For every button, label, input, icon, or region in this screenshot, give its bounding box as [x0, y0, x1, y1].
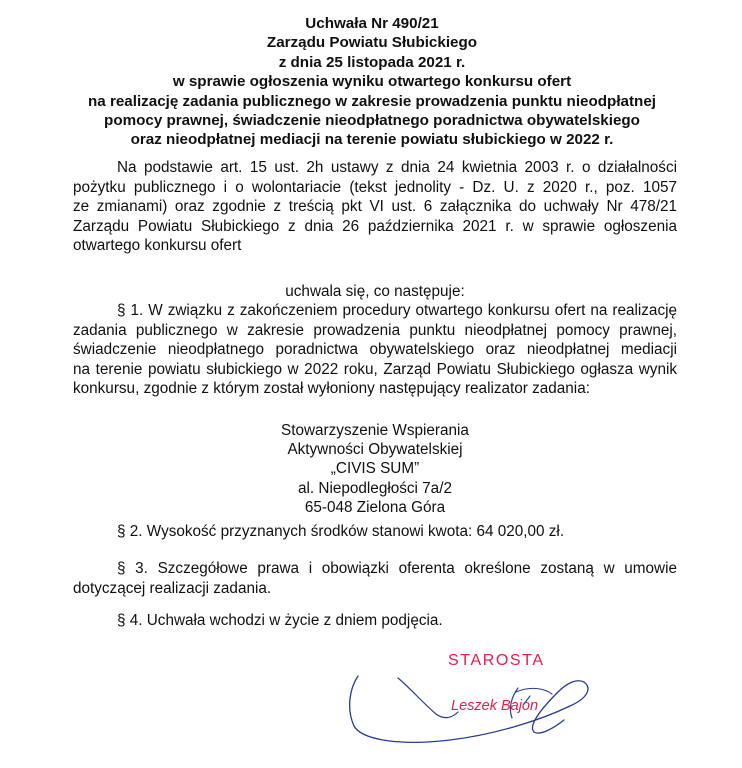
issuing-body: Zarządu Powiatu Słubickiego: [266, 34, 478, 52]
resolution-subject-line: oraz nieodpłatnej mediacji na terenie powiatu słubickiego w 2022 r.: [130, 131, 614, 149]
resolution-number: Uchwała Nr 490/21: [305, 15, 439, 32]
text-line: konkursu, zgodnie z którym został wyłoniony następujący realizator zadania:: [73, 380, 590, 398]
handwritten-signature: [340, 648, 600, 753]
text-line: Na podstawie art. 15 ust. 2h ustawy z dnia 24 kwietnia 2003 r. o działalności: [117, 159, 677, 176]
text-line: Zarządu Powiatu Słubickiego z dnia 26 października 2021 r. w sprawie ogłoszenia: [73, 217, 677, 235]
contractor-short-name: „CIVIS SUM”: [330, 460, 420, 478]
stamp-title: STAROSTA: [448, 652, 545, 669]
contractor-name: Stowarzyszenie Wspierania: [281, 422, 469, 439]
resolution-header: [40, 14, 704, 150]
resolution-subject-line: pomocy prawnej, świadczenie nieodpłatnego poradnictwa obywatelskiego: [104, 112, 640, 130]
contractor-street: al. Niepodległości 7a/2: [298, 479, 452, 497]
section-3: [73, 559, 677, 598]
resolution-subject-line: w sprawie ogłoszenia wyniku otwartego konkursu ofert: [172, 73, 572, 91]
text-line: zadania publicznego w zakresie prowadzenia punktu nieodpłatnej pomocy prawnej,: [73, 321, 677, 339]
resolution-subject-line: na realizację zadania publicznego w zakresie prowadzenia punktu nieodpłatnej: [88, 92, 656, 110]
text-line: § 2. Wysokość przyznanych środków stanowi kwota: 64 020,00 zł.: [117, 523, 565, 540]
text-line: otwartego konkursu ofert: [73, 237, 242, 255]
text-line: § 1. W związku z zakończeniem procedury otwartego konkursu ofert na realizację: [117, 302, 677, 319]
text-line: na terenie powiatu słubickiego w 2022 roku, Zarząd Powiatu Słubickiego ogłasza wynik: [73, 360, 677, 378]
contractor-address: [73, 421, 677, 517]
section-1: [73, 301, 677, 399]
stamp-name: Leszek Bajon: [451, 698, 539, 714]
contractor-name: Aktywności Obywatelskiej: [287, 441, 463, 459]
signature-block: [340, 648, 600, 753]
text-line: dotyczącej realizacji zadania.: [73, 579, 272, 597]
text-line: § 3. Szczegółowe prawa i obowiązki oferenta określone zostaną w umowie: [117, 560, 677, 577]
section-4: [73, 611, 677, 631]
text-line: świadczenie nieodpłatnego poradnictwa obywatelskiego oraz nieodpłatnej mediacji: [73, 341, 677, 359]
legal-basis-paragraph: [73, 158, 677, 256]
text-line: ze zmianami) oraz zgodnie z treścią pkt VI ust. 6 załącznika do uchwały Nr 478/21: [73, 198, 677, 216]
section-2: [73, 522, 677, 542]
text-line: pożytku publicznego i o wolontariacie (tekst jednolity - Dz. U. z 2020 r., poz. 1057: [73, 178, 677, 196]
resolution-clause: uchwala się, co następuje:: [285, 283, 465, 300]
contractor-city: 65-048 Zielona Góra: [304, 498, 446, 516]
resolution-date: z dnia 25 listopada 2021 r.: [278, 53, 466, 71]
text-line: § 4. Uchwała wchodzi w życie z dniem podjęcia.: [117, 612, 443, 629]
